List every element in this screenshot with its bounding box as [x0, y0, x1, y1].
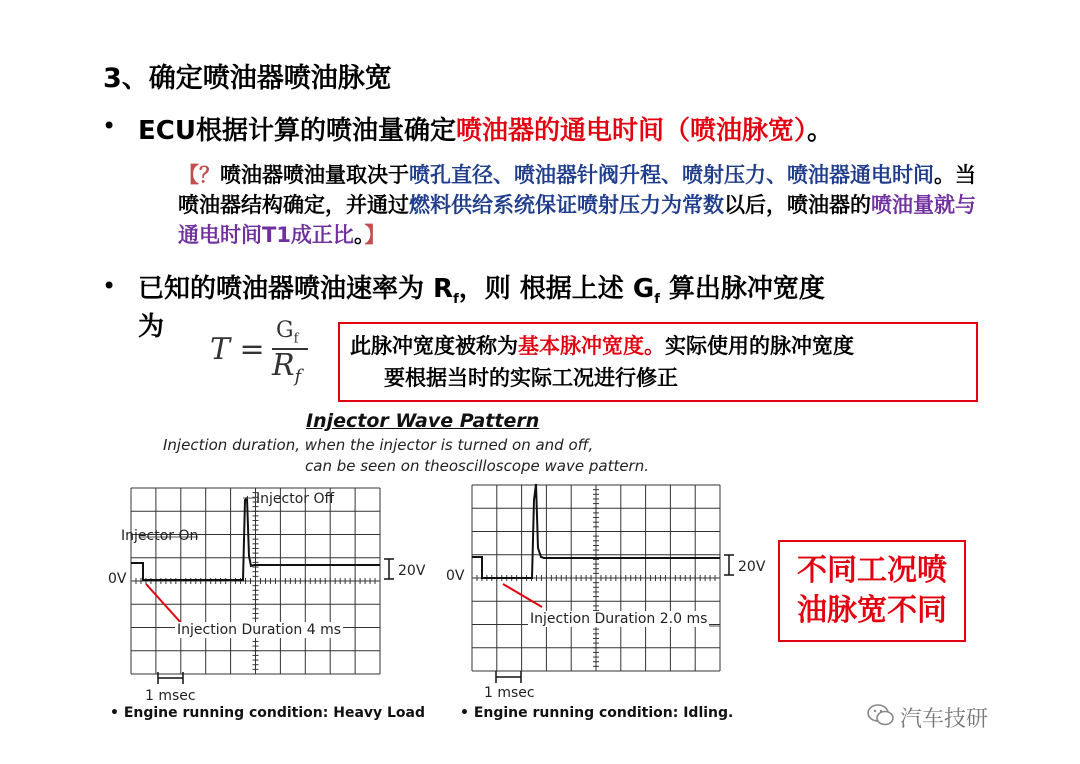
scope-right-volt-label: 20V	[738, 559, 766, 575]
bullet-dot: •	[102, 112, 117, 140]
bullet-rate-sub-b: f	[654, 292, 660, 308]
note-text-1: 喷油器喷油量取决于	[220, 163, 409, 187]
formula-num-letter: G	[276, 318, 294, 343]
box2-line2: 油脉宽不同	[797, 593, 947, 628]
wave-pattern-subtitle-1: Injection duration, when the injector is turned on and off,	[163, 436, 594, 454]
scope-right-duration-label: Injection Duration 2.0 ms	[530, 611, 708, 627]
injector-on-label: Injector On	[121, 528, 199, 544]
formula-den-letter: R	[272, 348, 295, 383]
box1-line2: 要根据当时的实际工况进行修正	[384, 366, 678, 390]
bullet-rate-text-b: ，则 根据上述 G	[458, 274, 655, 304]
wechat-icon	[866, 700, 896, 730]
scope-right-zero-label: 0V	[446, 568, 465, 584]
scope-left-msec-label: 1 msec	[145, 688, 196, 704]
box2-line1: 不同工况喷	[797, 553, 947, 588]
bullet-ecu-highlight: 喷油器的通电时间（喷油脉宽）	[455, 116, 807, 146]
note-text-7: 。	[353, 223, 365, 247]
note-text-5: 以后，喷油器的	[724, 193, 871, 217]
note-open-bracket: 【？	[178, 163, 220, 187]
injector-off-label: Injector Off	[256, 491, 335, 507]
note-text-2: 喷孔直径、喷油器针阀升程、喷射压力、喷油器通电时间	[409, 163, 934, 187]
bullet-rate-text-a: 已知的喷油器喷油速率为 R	[138, 274, 454, 304]
formula-num-sub: f	[293, 331, 299, 347]
box1-text-c: 实际使用的脉冲宽度	[665, 334, 854, 358]
note-text-6: 喷油量就与通电时间T1成正比	[178, 193, 976, 247]
bullet-ecu-prefix: ECU根据计算的喷油量确定	[138, 116, 456, 146]
different-condition-box	[778, 540, 966, 642]
duration-leader-right	[503, 584, 542, 607]
scope-right-msec-bracket	[496, 671, 521, 683]
bullet-rate-line2: 为	[138, 312, 165, 342]
bullet-rate-text-c: 算出脉冲宽度	[659, 274, 825, 304]
box1-text-a: 此脉冲宽度被称为	[350, 334, 518, 358]
note-text-4: 燃料供给系统保证喷射压力为常数	[409, 193, 724, 217]
scope-left-zero-label: 0V	[108, 571, 127, 587]
note-close-bracket: 】	[364, 223, 386, 247]
wave-pattern-subtitle-2: can be seen on theoscilloscope wave pattern.	[305, 457, 650, 475]
scope-left-duration-label: Injection Duration 4 ms	[177, 622, 342, 638]
scope-right-condition: • Engine running condition: Idling.	[460, 705, 734, 721]
formula-lhs: T =	[210, 332, 265, 367]
section-heading: 3、确定喷油器喷油脉宽	[103, 63, 392, 94]
scope-left-volt-label: 20V	[398, 563, 426, 579]
watermark-text: 汽车技研	[900, 707, 989, 732]
scope-left-condition: • Engine running condition: Heavy Load	[110, 705, 426, 721]
box1-text-b: 基本脉冲宽度。	[518, 334, 665, 358]
wave-pattern-title: Injector Wave Pattern	[306, 410, 540, 432]
bullet-rate-sub-a: f	[453, 292, 459, 308]
bullet-ecu-suffix: 。	[806, 116, 833, 146]
bullet-dot: •	[102, 272, 117, 300]
formula-den-sub: f	[294, 366, 302, 387]
note-text-3: 。当喷油器结构确定，并通过	[178, 163, 976, 217]
scope-right-msec-label: 1 msec	[484, 685, 535, 701]
